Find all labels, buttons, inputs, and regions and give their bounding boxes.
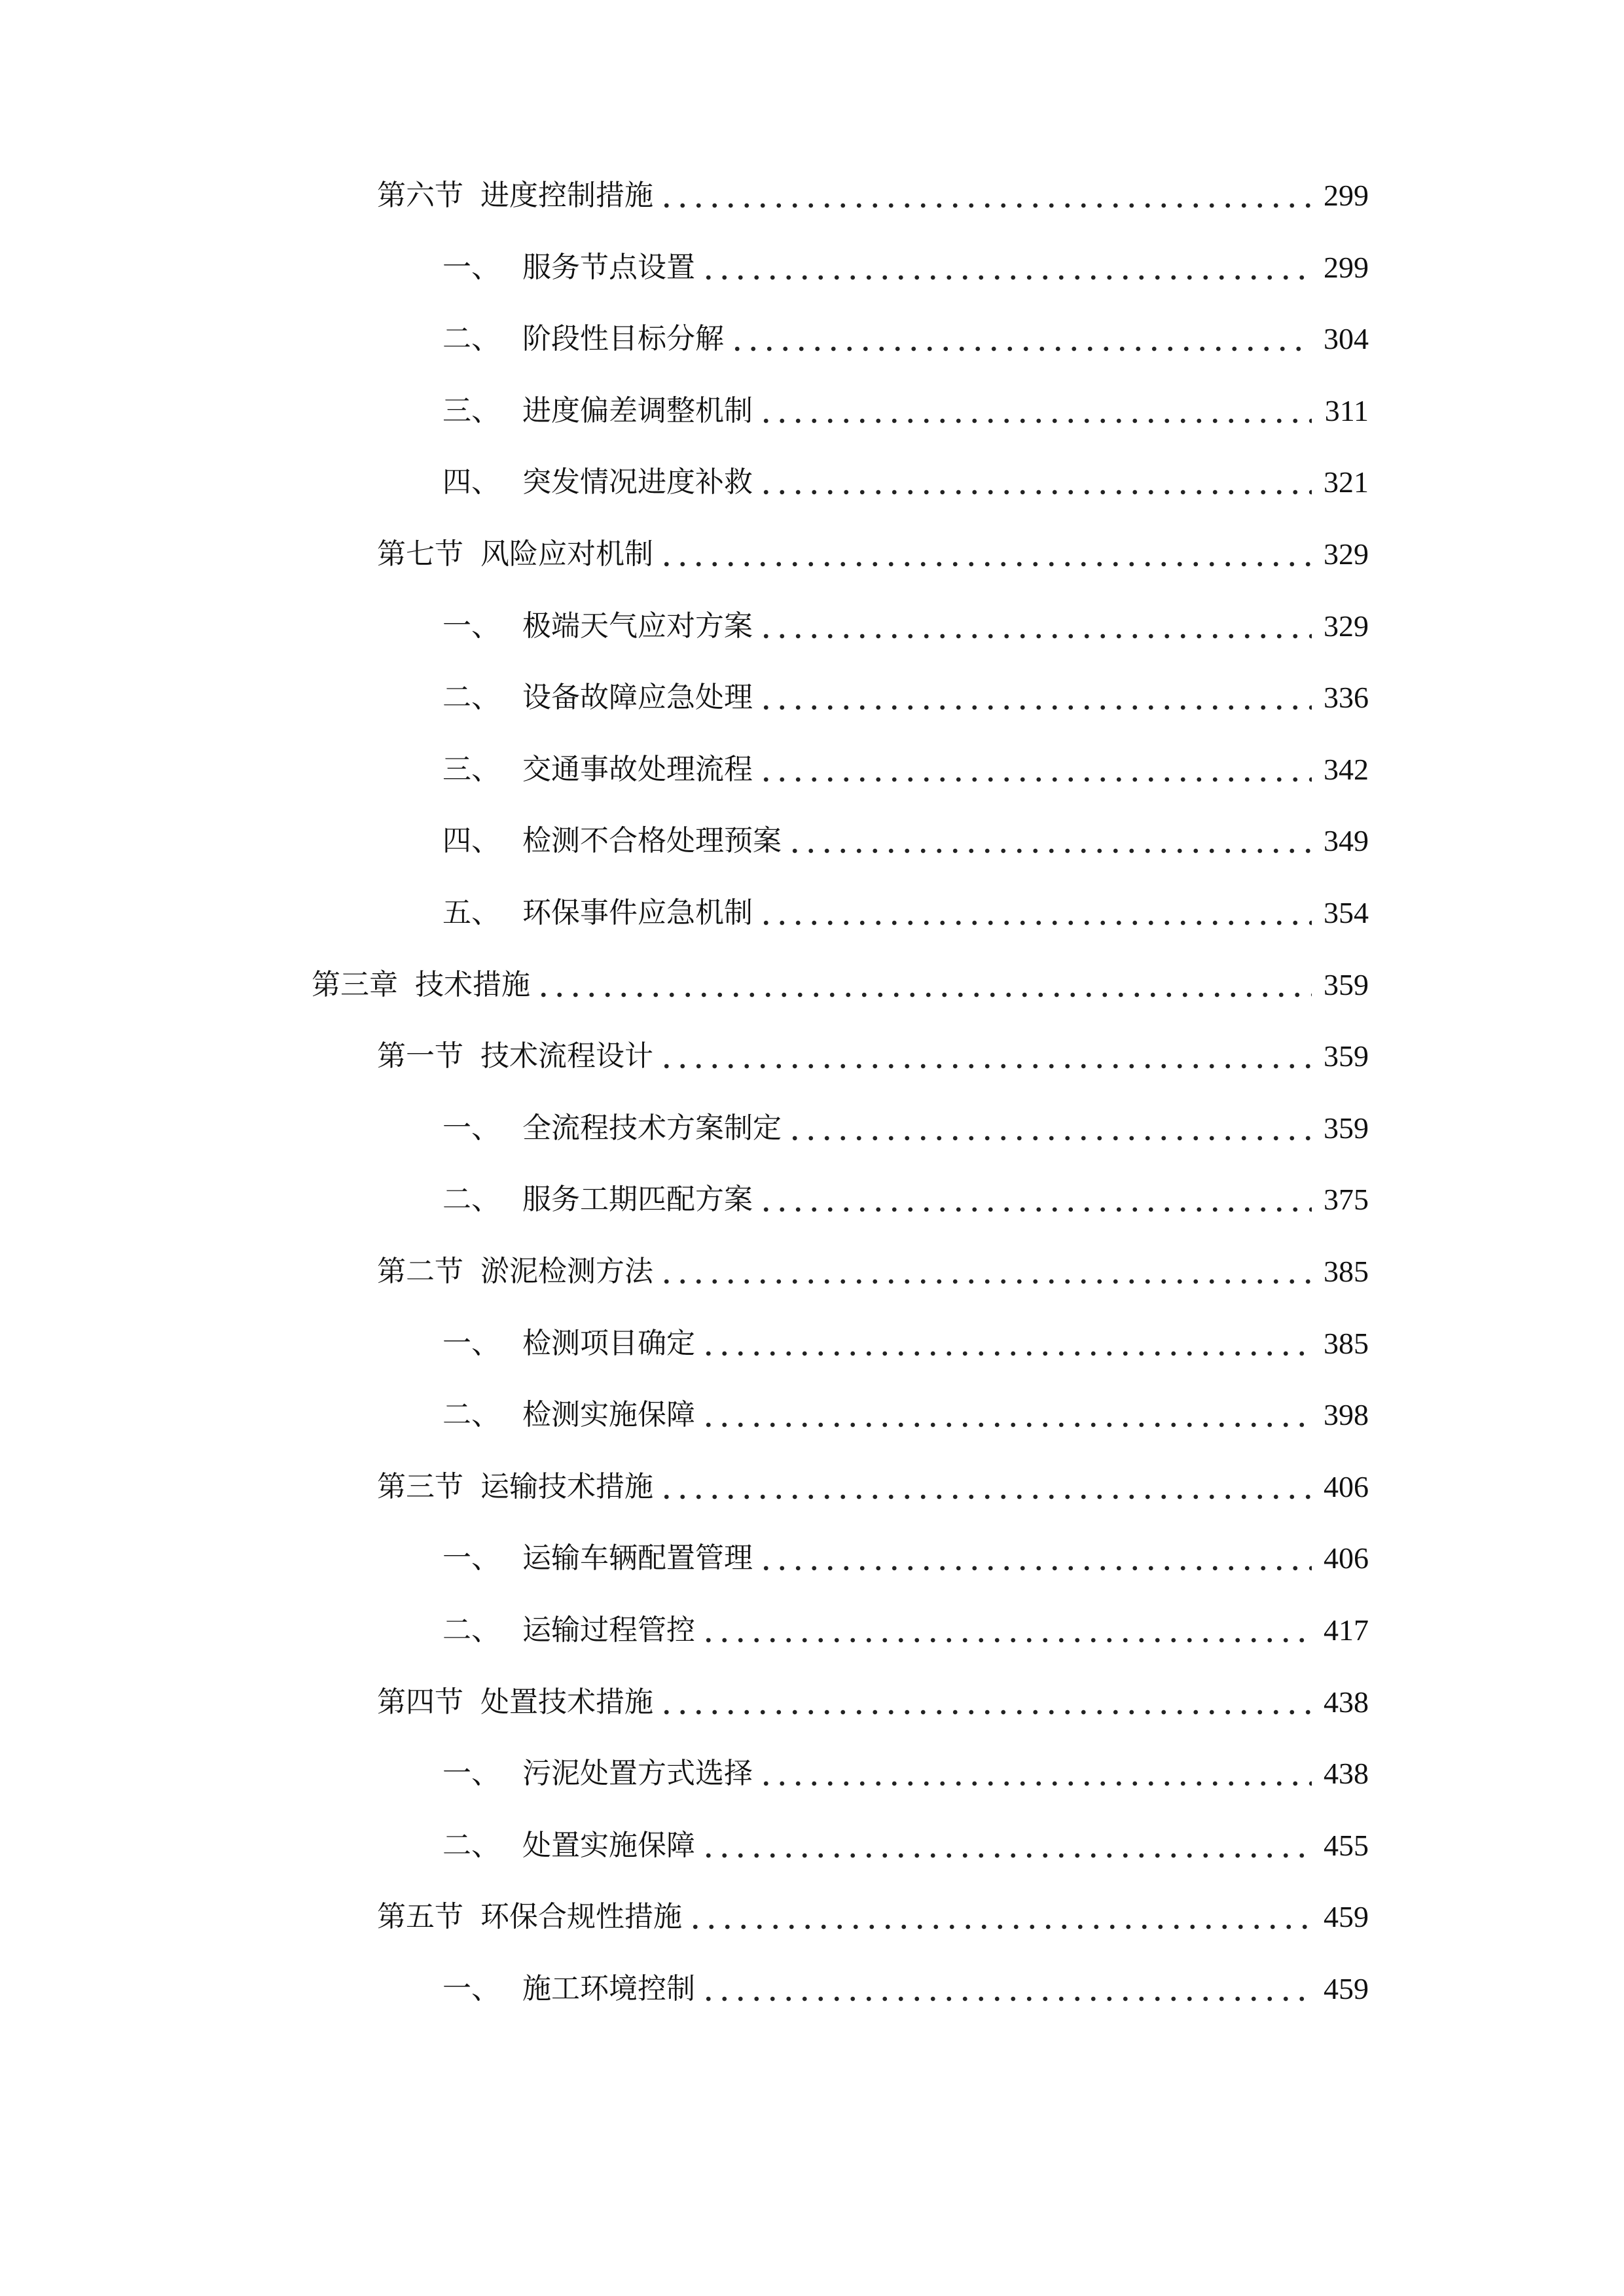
toc-entry-page-number: 385 [1324, 1255, 1369, 1288]
toc-entry-title: 进度偏差调整机制 [522, 393, 753, 427]
dot-leader [758, 1751, 1312, 1797]
toc-entry-number: 四、 [442, 465, 500, 499]
toc-entry-page-number: 336 [1324, 681, 1369, 715]
toc-entry-page-number: 354 [1324, 896, 1369, 929]
toc-entry-title: 交通事故处理流程 [522, 752, 753, 786]
toc-entry[interactable] [377, 1249, 1369, 1295]
toc-entry-number: 第三节 [377, 1469, 463, 1503]
toc-entry-page-number: 375 [1324, 1183, 1369, 1217]
toc-entry-number: 一、 [442, 1757, 500, 1791]
toc-entry-title: 技术措施 [415, 967, 530, 1001]
toc-entry-title: 阶段性目标分解 [522, 322, 724, 356]
dot-leader [700, 1966, 1312, 2012]
toc-entry[interactable] [377, 173, 1369, 219]
toc-entry-number: 二、 [442, 1183, 500, 1217]
toc-entry-title: 技术流程设计 [480, 1039, 653, 1073]
toc-entry-page-number: 459 [1324, 1972, 1369, 2005]
toc-entry-page-number: 359 [1324, 1111, 1369, 1145]
toc-entry-page-number: 311 [1324, 393, 1369, 427]
toc-entry-title: 全流程技术方案制定 [522, 1111, 782, 1145]
toc-entry-number: 三、 [442, 393, 500, 427]
toc-entry-title: 环保合规性措施 [480, 1900, 682, 1934]
toc-entry[interactable] [442, 459, 1369, 505]
dot-leader [787, 1105, 1312, 1151]
toc-entry[interactable] [377, 1464, 1369, 1510]
toc-entry-title: 运输车辆配置管理 [522, 1541, 753, 1575]
dot-leader [659, 531, 1312, 577]
toc-entry-title: 检测不合格处理预案 [522, 824, 782, 858]
toc-entry-page-number: 398 [1324, 1398, 1369, 1432]
toc-entry[interactable] [442, 1823, 1369, 1869]
toc-entry-page-number: 459 [1324, 1900, 1369, 1934]
toc-entry-title: 污泥处置方式选择 [522, 1757, 753, 1791]
toc-entry[interactable] [442, 1751, 1369, 1797]
toc-entry-title: 处置实施保障 [522, 1828, 695, 1862]
toc-entry-title: 设备故障应急处理 [522, 681, 753, 715]
toc-entry-number: 一、 [442, 609, 500, 643]
toc-entry-page-number: 299 [1324, 179, 1369, 212]
toc-entry-page-number: 385 [1324, 1326, 1369, 1360]
dot-leader [758, 603, 1312, 649]
dot-leader [758, 1535, 1312, 1581]
dot-leader [787, 818, 1312, 864]
toc-entry-number: 第七节 [377, 537, 463, 571]
toc-entry-title: 进度控制措施 [480, 179, 653, 212]
toc-entry[interactable] [377, 1894, 1369, 1940]
toc-entry-number: 二、 [442, 1828, 500, 1862]
toc-entry-title: 处置技术措施 [480, 1685, 653, 1719]
dot-leader [758, 459, 1312, 505]
toc-entry-page-number: 329 [1324, 609, 1369, 643]
toc-entry[interactable] [377, 1679, 1369, 1725]
toc-entry-title: 服务工期匹配方案 [522, 1183, 753, 1217]
toc-entry[interactable] [442, 818, 1369, 864]
toc-entry-number: 第一节 [377, 1039, 463, 1073]
toc-entry-page-number: 359 [1324, 967, 1369, 1001]
toc-entry-number: 三、 [442, 752, 500, 786]
toc-entry-page-number: 329 [1324, 537, 1369, 571]
toc-entry-number: 第四节 [377, 1685, 463, 1719]
toc-entry[interactable] [442, 1321, 1369, 1367]
toc-entry-number: 第六节 [377, 179, 463, 212]
toc-entry[interactable] [442, 316, 1369, 362]
toc-entry[interactable] [442, 747, 1369, 793]
dot-leader [758, 890, 1312, 936]
toc-entry-number: 二、 [442, 1398, 500, 1432]
dot-leader [758, 388, 1312, 434]
toc-entry-page-number: 299 [1324, 250, 1369, 284]
toc-entry-number: 二、 [442, 1613, 500, 1647]
toc-entry-title: 淤泥检测方法 [480, 1255, 653, 1288]
toc-entry-number: 一、 [442, 1111, 500, 1145]
toc-entry-title: 施工环境控制 [522, 1972, 695, 2005]
dot-leader [700, 1392, 1312, 1438]
dot-leader [659, 1033, 1312, 1079]
dot-leader [535, 962, 1312, 1008]
toc-entry-number: 一、 [442, 1541, 500, 1575]
dot-leader [700, 1823, 1312, 1869]
dot-leader [700, 245, 1312, 291]
dot-leader [758, 1177, 1312, 1223]
toc-entry-page-number: 359 [1324, 1039, 1369, 1073]
toc-entry[interactable] [442, 245, 1369, 291]
toc-entry-page-number: 304 [1324, 322, 1369, 356]
toc-entry-number: 第三章 [312, 967, 398, 1001]
toc-entry-page-number: 321 [1324, 465, 1369, 499]
toc-entry-number: 四、 [442, 824, 500, 858]
toc-entry-number: 二、 [442, 681, 500, 715]
toc-entry-number: 第五节 [377, 1900, 463, 1934]
toc-entry[interactable] [377, 1033, 1369, 1079]
toc-entry[interactable] [442, 890, 1369, 936]
toc-entry-title: 运输过程管控 [522, 1613, 695, 1647]
toc-entry[interactable] [442, 675, 1369, 721]
toc-entry-title: 突发情况进度补救 [522, 465, 753, 499]
toc-entry-page-number: 342 [1324, 752, 1369, 786]
toc-entry-number: 一、 [442, 1326, 500, 1360]
toc-entry-number: 二、 [442, 322, 500, 356]
dot-leader [659, 1679, 1312, 1725]
dot-leader [758, 675, 1312, 721]
dot-leader [659, 173, 1312, 219]
toc-entry-page-number: 455 [1324, 1828, 1369, 1862]
toc-entry-title: 检测项目确定 [522, 1326, 695, 1360]
toc-entry-title: 运输技术措施 [480, 1469, 653, 1503]
toc-entry-title: 检测实施保障 [522, 1398, 695, 1432]
dot-leader [687, 1894, 1312, 1940]
dot-leader [700, 1607, 1312, 1653]
dot-leader [659, 1249, 1312, 1295]
toc-entry[interactable] [442, 603, 1369, 649]
toc-entry-page-number: 349 [1324, 824, 1369, 858]
dot-leader [659, 1464, 1312, 1510]
toc-entry-page-number: 417 [1324, 1613, 1369, 1647]
toc-entry-number: 一、 [442, 250, 500, 284]
toc-entry[interactable] [442, 1105, 1369, 1151]
dot-leader [700, 1321, 1312, 1367]
toc-entry-page-number: 406 [1324, 1541, 1369, 1575]
toc-entry[interactable] [442, 1966, 1369, 2012]
toc-entry-number: 一、 [442, 1972, 500, 2005]
toc-entry[interactable] [442, 1392, 1369, 1438]
toc-entry-page-number: 438 [1324, 1685, 1369, 1719]
toc-entry[interactable] [312, 962, 1369, 1008]
toc-entry[interactable] [442, 1177, 1369, 1223]
toc-entry-title: 风险应对机制 [480, 537, 653, 571]
toc-entry-number: 第二节 [377, 1255, 463, 1288]
toc-entry-page-number: 438 [1324, 1757, 1369, 1791]
toc-entry-title: 服务节点设置 [522, 250, 695, 284]
dot-leader [758, 747, 1312, 793]
toc-entry[interactable] [377, 531, 1369, 577]
dot-leader [729, 316, 1312, 362]
toc-entry[interactable] [442, 1607, 1369, 1653]
toc-entry-title: 极端天气应对方案 [522, 609, 753, 643]
toc-entry[interactable] [442, 388, 1369, 434]
toc-entry[interactable] [442, 1535, 1369, 1581]
toc-entry-number: 五、 [442, 896, 500, 929]
toc-entry-page-number: 406 [1324, 1469, 1369, 1503]
toc-entry-title: 环保事件应急机制 [522, 896, 753, 929]
